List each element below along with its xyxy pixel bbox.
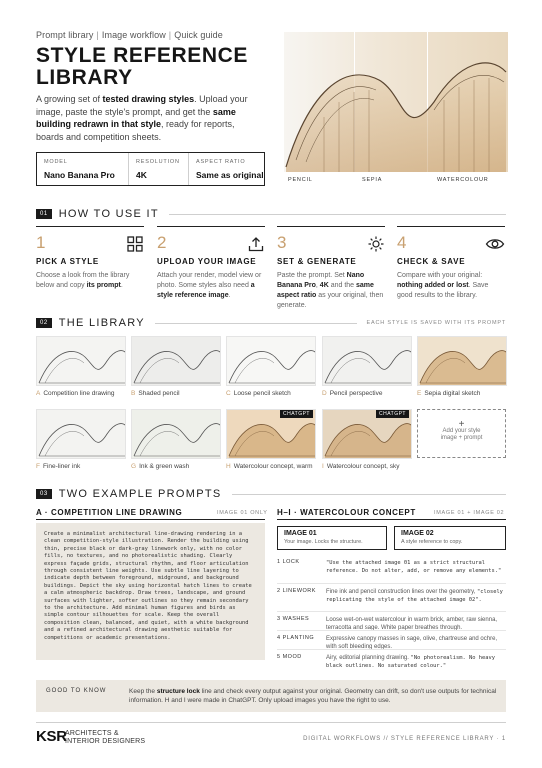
library-caption: I Watercolour concept, sky xyxy=(322,463,400,470)
prompt-row-washes: 3 WASHES Loose wet-on-wet watercolour in warm brick, amber, raw sienna, terracotta and sage. White paper breathes through. xyxy=(277,611,506,632)
section-how-to-use: 01 HOW TO USE IT xyxy=(36,208,506,220)
spec-resolution: RESOLUTION 4K xyxy=(129,153,189,185)
library-item[interactable] xyxy=(417,336,507,398)
library-thumbnail[interactable] xyxy=(322,336,412,386)
good-to-know-panel: GOOD TO KNOW Keep the structure lock line and check every output against your original. Geometry can drift, so don't use outputs for technical information. H and I were made in ChatGPT. Only upload images you have the right to use. xyxy=(36,680,506,712)
chatgpt-badge: CHATGPT xyxy=(376,410,409,418)
library-thumbnail[interactable] xyxy=(131,409,221,459)
library-caption: A Competition line drawing xyxy=(36,390,115,397)
library-caption: H Watercolour concept, warm xyxy=(226,463,313,470)
prompt-row-linework: 2 LINEWORK Fine ink and pencil construction lines over the geometry, "closely replicating the style of the attached image 02". xyxy=(277,583,506,604)
breadcrumb-item[interactable]: Image workflow xyxy=(101,30,166,40)
grid-icon xyxy=(126,235,144,258)
library-thumbnail[interactable] xyxy=(226,336,316,386)
prompt-hi-note: IMAGE 01 + IMAGE 02 xyxy=(434,510,505,516)
library-item[interactable] xyxy=(226,336,316,398)
divider xyxy=(36,519,265,520)
prompt-row-planting: 4 PLANTING Expressive canopy masses in sage, olive, chartreuse and ochre, with soft bleeding edges. xyxy=(277,630,506,651)
upload-icon xyxy=(247,235,265,258)
hero-caption-watercolour: WATERCOLOUR xyxy=(437,177,489,183)
prompt-a-note: IMAGE 01 ONLY xyxy=(217,510,268,516)
breadcrumb: Prompt library | Image workflow | Quick guide xyxy=(36,30,223,40)
hero-image xyxy=(284,32,508,182)
spec-aspect-ratio: ASPECT RATIO Same as original xyxy=(196,159,264,180)
prompt-a-text[interactable]: Create a minimalist architectural line-drawing rendering in a clean competition-style illustration. Render the building using thin, precise black or dark-gray linework only, with no color fills, no textures, and no photorealistic shading. Clearly express façade grids, structural rhythm, and floor articulation through consistent line weights. Use subtle line layering to indicate depth between foreground, midground, and background buildings. Depict the sky using horizontal hatch lines to create a calm atmospheric backdrop. Draw trees, landscape, and ground surfaces with lighter, softer outlines so they remain secondary to the architecture. Add minimal human figures and birds as simple contour silhouettes for scale. Keep the overall composition clean, balanced, and quiet, with a white background and a refined architectural drawing aesthetic suitable for competitions or academic presentations. xyxy=(36,523,265,660)
library-caption: B Shaded pencil xyxy=(131,390,180,397)
prompt-row-lock: 1 LOCK "Use the attached image 01 as a strict structural reference. Do not alter, add, or remove any elements." xyxy=(277,559,502,574)
image-02-box: IMAGE 02 A style reference to copy. xyxy=(394,526,506,550)
prompt-row-mood: 5 MOOD Airy, editorial planning drawing. "No photorealism. No heavy black outlines. No saturated colour." xyxy=(277,649,506,670)
step-4: 4 CHECK & SAVE Compare with your original: nothing added or lost. Save good results to the library. xyxy=(397,226,505,301)
page-title: STYLE REFERENCE LIBRARY xyxy=(36,44,249,89)
prompt-a-heading: A · COMPETITION LINE DRAWING xyxy=(36,508,183,517)
footer-divider xyxy=(36,722,506,723)
divider xyxy=(277,519,506,520)
library-thumbnail[interactable] xyxy=(36,409,126,459)
library-item[interactable] xyxy=(226,409,316,471)
library-caption: G Ink & green wash xyxy=(131,463,190,470)
breadcrumb-item[interactable]: Prompt library xyxy=(36,30,94,40)
company-subtitle: ARCHITECTS & INTERIOR DESIGNERS xyxy=(65,730,146,745)
step-2: 2 UPLOAD YOUR IMAGE Attach your render, model view or photo. Some styles also need a style reference image. xyxy=(157,226,265,301)
add-style-button[interactable]: + Add your style image + prompt xyxy=(417,409,506,458)
library-caption: F Fine-liner ink xyxy=(36,463,81,470)
prompt-hi-heading: H–I · WATERCOLOUR CONCEPT xyxy=(277,508,416,517)
library-caption: E Sepia digital sketch xyxy=(417,390,481,397)
library-caption: C Loose pencil sketch xyxy=(226,390,291,397)
spec-table xyxy=(36,152,265,186)
library-item[interactable] xyxy=(131,336,221,398)
intro-text: A growing set of tested drawing styles. Upload your image, paste the style's prompt, and get the same building redrawn in that style, ready for reports, boards and competition sheets. xyxy=(36,94,248,142)
section-example-prompts: 03 TWO EXAMPLE PROMPTS xyxy=(36,488,506,500)
library-thumbnail[interactable] xyxy=(36,336,126,386)
settings-icon xyxy=(367,235,385,258)
step-3: 3 SET & GENERATE Paste the prompt. Set Nano Banana Pro, 4K and the same aspect ratio as your original, then generate. xyxy=(277,226,385,311)
footer-page-label: DIGITAL WORKFLOWS // STYLE REFERENCE LIBRARY · 1 xyxy=(303,736,506,742)
library-item[interactable] xyxy=(36,336,126,398)
chatgpt-badge: CHATGPT xyxy=(280,410,313,418)
hero-caption-sepia: SEPIA xyxy=(362,177,383,183)
library-thumbnail[interactable] xyxy=(131,336,221,386)
library-caption: D Pencil perspective xyxy=(322,390,383,397)
library-thumbnail[interactable] xyxy=(322,409,412,459)
step-1: 1 PICK A STYLE Choose a look from the library below and copy its prompt. xyxy=(36,226,144,291)
company-logo: KSR xyxy=(36,728,67,745)
library-item[interactable] xyxy=(322,409,412,471)
breadcrumb-item[interactable]: Quick guide xyxy=(174,30,223,40)
library-item[interactable] xyxy=(322,336,412,398)
hero-caption-pencil: PENCIL xyxy=(288,177,313,183)
library-item[interactable] xyxy=(131,409,221,471)
spec-model: MODEL Nano Banana Pro xyxy=(37,153,129,185)
image-01-box: IMAGE 01 Your image. Locks the structure. xyxy=(277,526,387,550)
library-item[interactable] xyxy=(36,409,126,471)
section-library: 02 THE LIBRARY EACH STYLE IS SAVED WITH ITS PROMPT xyxy=(36,317,506,329)
library-thumbnail[interactable] xyxy=(226,409,316,459)
library-thumbnail[interactable] xyxy=(417,336,507,386)
eye-icon xyxy=(485,235,505,258)
